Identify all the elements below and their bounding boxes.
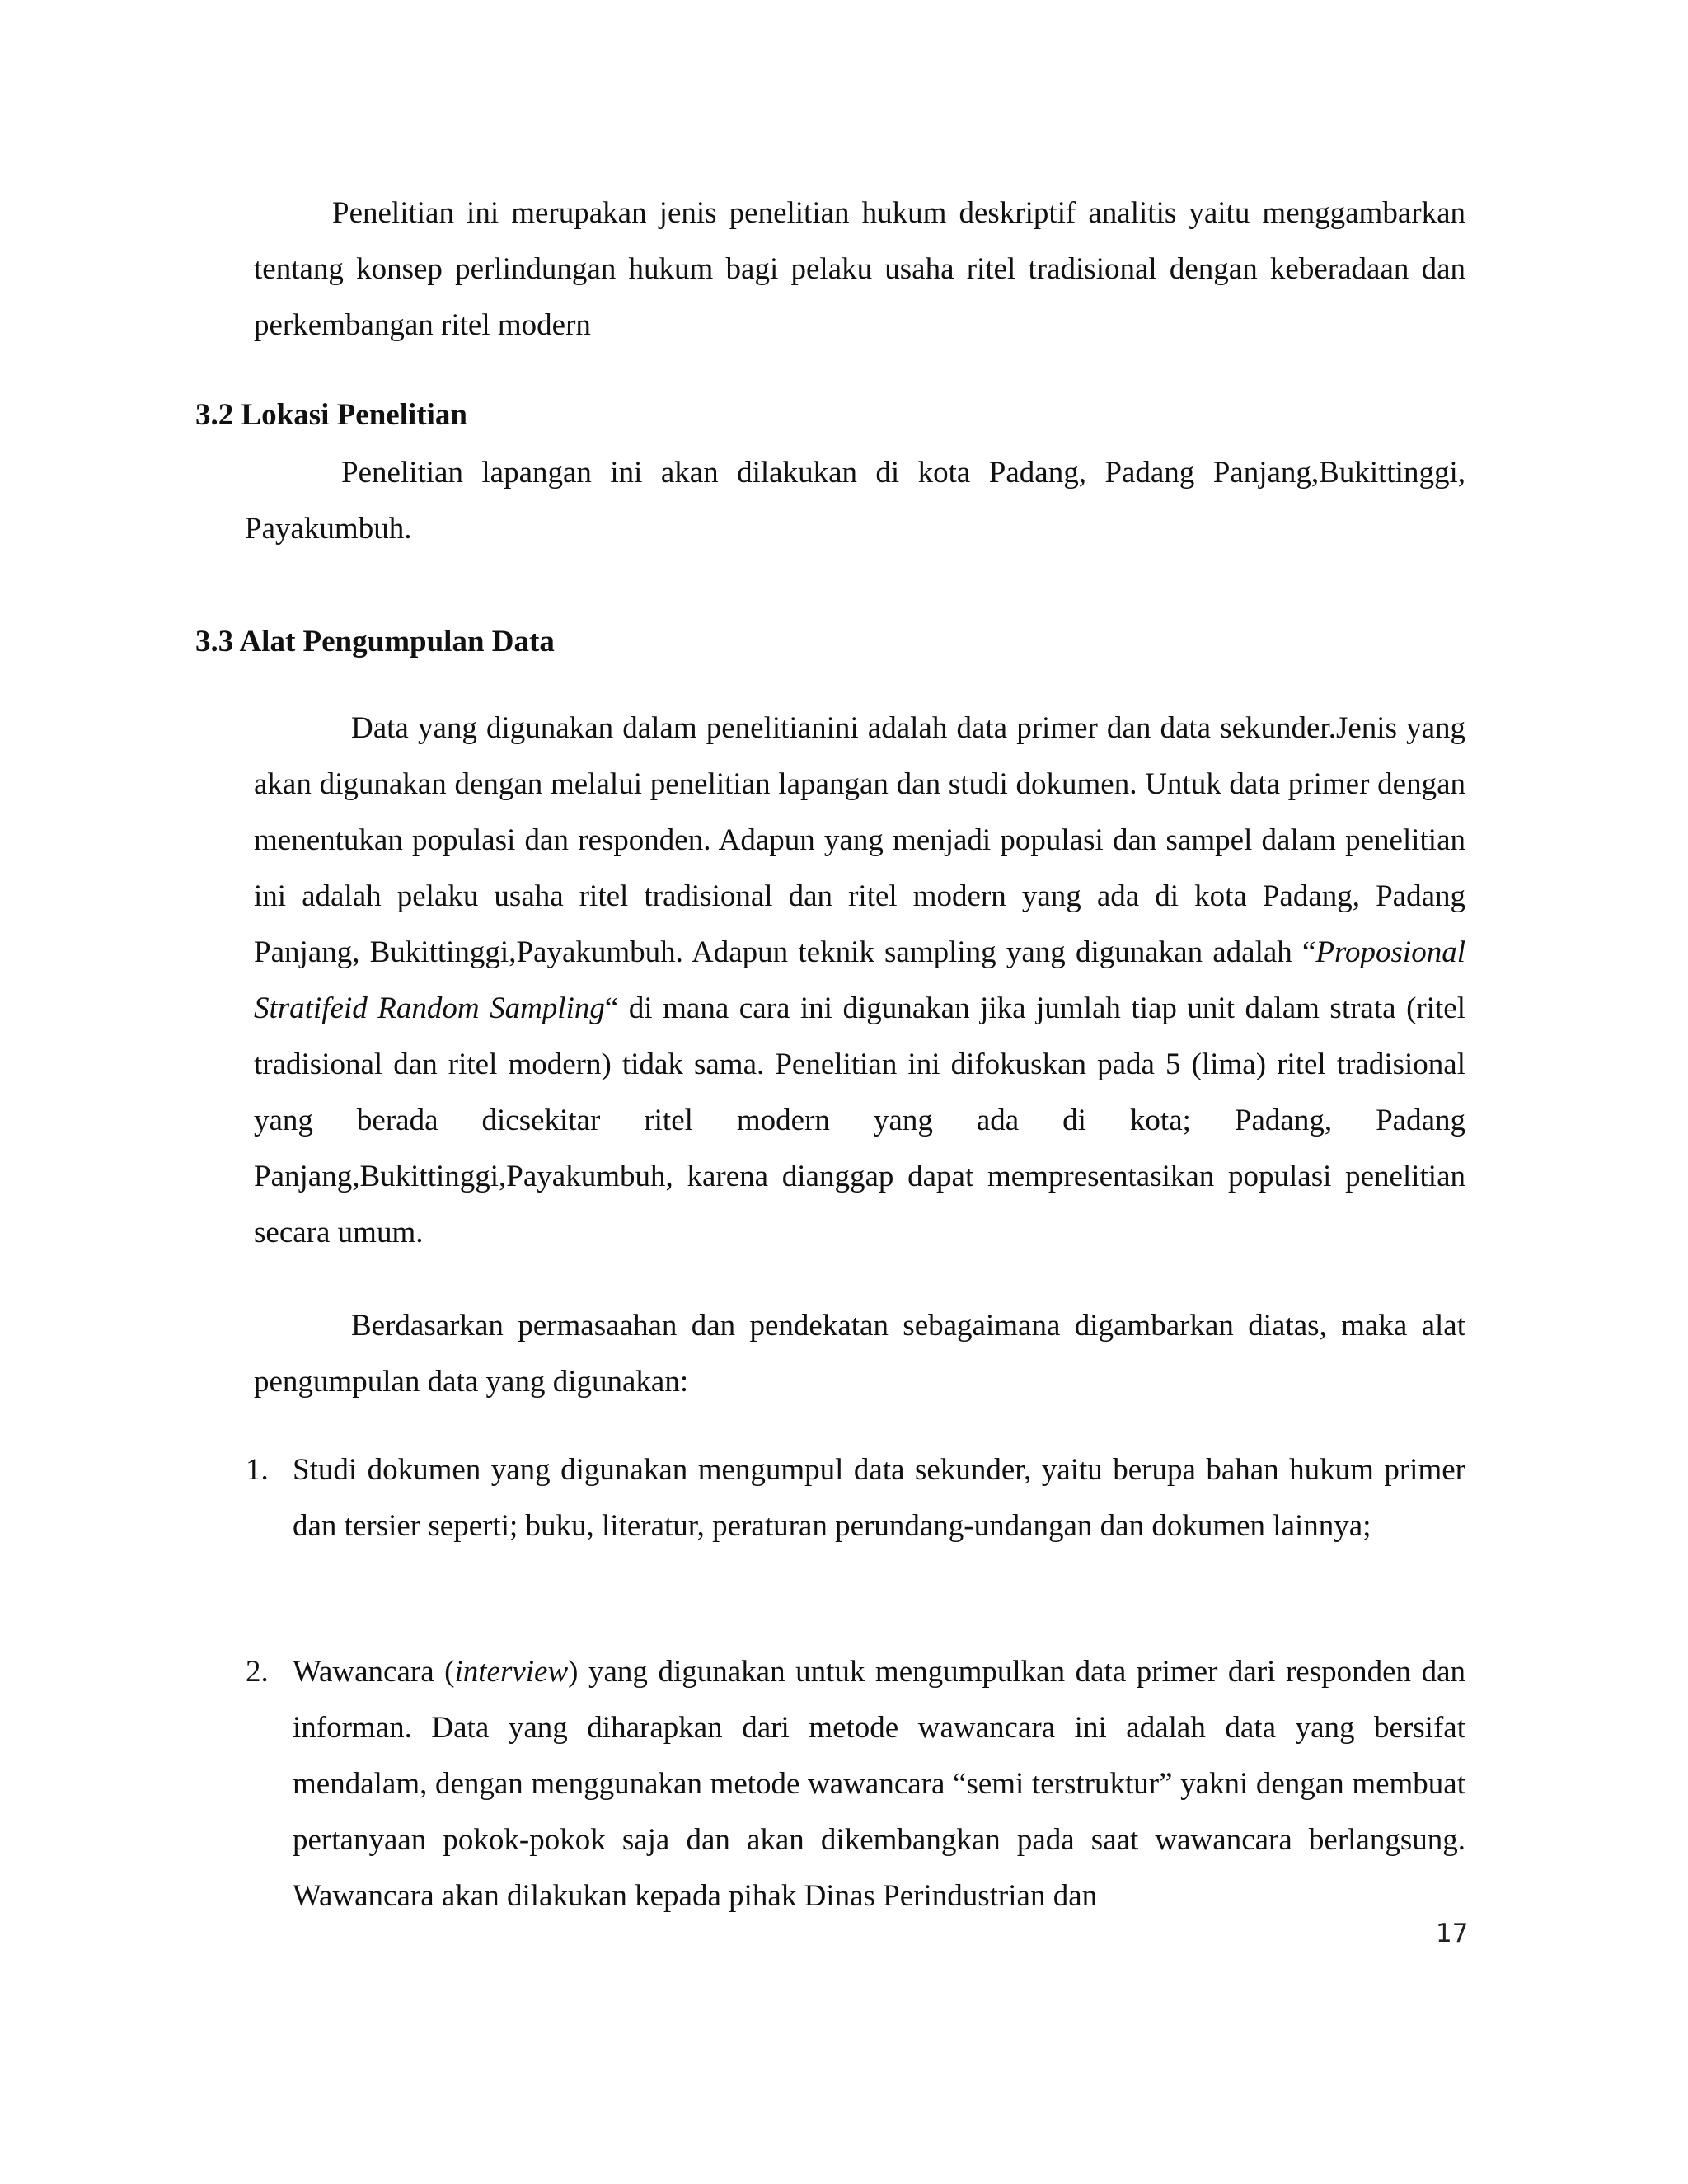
list-item-number: 1. <box>246 1453 269 1487</box>
intro-paragraph <box>254 185 1465 354</box>
interview-term: interview <box>454 1655 569 1689</box>
list-item-text: Studi dokumen yang digunakan mengumpul data sekunder, yaitu berupa bahan hukum primer dan tersier seperti; buku, literatur, peraturan perundang-undangan dan dokumen lainnya; <box>293 1453 1465 1543</box>
tools-intro-paragraph <box>254 1298 1465 1410</box>
sampling-method-term: Proposional Stratifeid Random Sampling <box>254 935 1465 1025</box>
tools-intro-paragraph-text: Berdasarkan permasaahan dan pendekatan sebagaimana digambarkan diatas, maka alat pengumpulan data yang digunakan: <box>254 1309 1465 1399</box>
location-paragraph <box>245 445 1465 557</box>
intro-paragraph-text: Penelitian ini merupakan jenis penelitian hukum deskriptif analitis yaitu menggambarkan tentang konsep perlindungan hukum bagi pelaku usaha ritel tradisional dengan keberadaan dan perkembangan ritel modern <box>254 196 1465 342</box>
location-paragraph-text: Penelitian lapangan ini akan dilakukan di kota Padang, Padang Panjang,Bukittinggi, Payakumbuh. <box>245 456 1465 546</box>
list-item-body <box>293 1644 1465 1924</box>
page-number: 17 <box>1436 1919 1469 1948</box>
list-item <box>246 1442 1465 1615</box>
data-collection-paragraph-part1: Data yang digunakan dalam penelitianini adalah data primer dan data sekunder.Jenis yang akan digunakan dengan melalui penelitian lapangan dan studi dokumen. Untuk data primer dengan menentukan populasi dan responden. Adapun yang menjadi populasi dan sampel dalam penelitian ini adalah pelaku usaha ritel tradisional dan ritel modern yang ada di kota Padang, Padang Panjang, Bukittinggi,Payakumbuh. Adapun teknik sampling yang digunakan adalah “ <box>254 711 1465 969</box>
section-heading-3-3-text: 3.3 Alat Pengumpulan Data <box>195 625 555 658</box>
list-item-body <box>293 1442 1465 1554</box>
section-heading-3-3 <box>195 614 555 670</box>
section-heading-3-2 <box>195 387 467 443</box>
list-item <box>246 1644 1465 1933</box>
data-collection-paragraph-part2: “ di mana cara ini digunakan jika jumlah tiap unit dalam strata (ritel tradisional dan ritel modern) tidak sama. Penelitian ini difokuskan pada 5 (lima) ritel tradisional yang berada dicsekitar ritel modern yang ada di kota; Padang, Padang Panjang,Bukittinggi,Payakumbuh, karena dianggap dapat mempresentasikan populasi penelitian secara umum. <box>254 991 1465 1249</box>
list-item-text-part2: ) yang digunakan untuk mengumpulkan data primer dari responden dan informan. Data yang diharapkan dari metode wawancara ini adalah data yang bersifat mendalam, dengan menggunakan metode wawancara “semi terstruktur” yakni dengan membuat pertanyaan pokok-pokok saja dan akan dikembangkan pada saat wawancara berlangsung. Wawancara akan dilakukan kepada pihak Dinas Perindustrian dan <box>293 1655 1466 1913</box>
section-heading-3-2-text: 3.2 Lokasi Penelitian <box>195 398 467 432</box>
list-item-number: 2. <box>246 1655 269 1689</box>
list-item-text-part1: Wawancara ( <box>293 1655 455 1689</box>
data-collection-paragraph <box>254 701 1465 1261</box>
